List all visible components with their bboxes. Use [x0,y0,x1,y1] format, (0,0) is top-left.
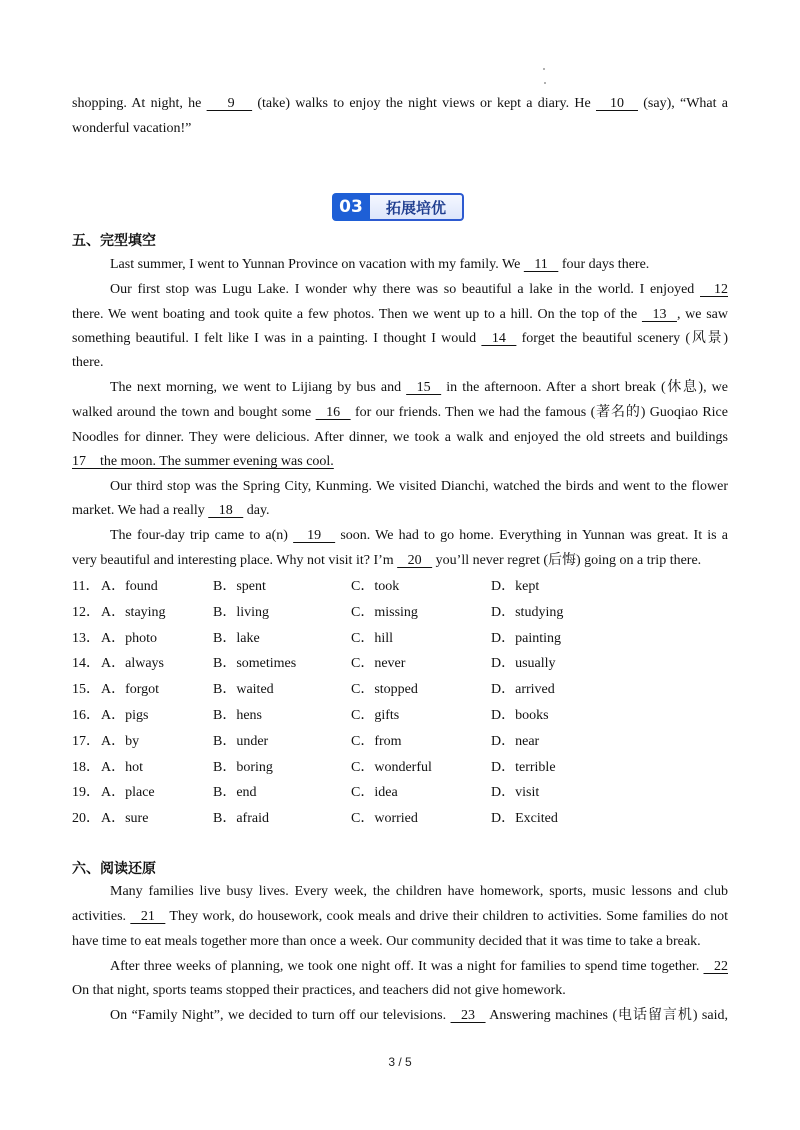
text: something beautiful. I felt like I was in a painting. I thought I would [72,331,482,346]
text: On that night, sports teams stopped their practices, and teachers did not give homework. [72,983,566,998]
section6-line [110,957,728,977]
option-b: B．hens [213,708,262,723]
section6-line [72,907,728,927]
section6-line [72,932,728,952]
question-number: 19． [72,785,100,801]
answer-blank: 20 [397,553,433,568]
scan-dot [544,82,546,84]
option-d: D．Excited [491,811,558,827]
text: The next morning, we went to Lijiang by bus and [110,380,407,395]
answer-blank: 11 [523,257,559,272]
question-number: 12． [72,604,100,620]
option-d: D．books [491,708,549,723]
text: four days there. [558,257,650,272]
question-number: 20． [72,811,100,827]
option-a: A．photo [101,630,157,646]
option-d: D．near [491,733,540,749]
text: (take) walks to enjoy the night views or kept a diary. He [252,96,596,111]
text: (say), “What a [637,96,728,111]
option-d: D．arrived [491,682,555,698]
answer-blank: 14 [481,331,517,346]
section5-line [72,353,728,373]
text: The four-day trip came to a(n) [110,528,294,543]
scan-dot [543,68,545,70]
section-title: 拓展培优 [370,193,464,221]
option-d: D．studying [491,604,564,620]
option-b: B．afraid [213,811,269,827]
section5-line [72,329,728,349]
section5-line [110,280,728,300]
option-b: B．spent [213,579,266,594]
answer-blank: 13 [641,307,677,322]
answer-blank: 17 [72,454,97,469]
blank-9: 9 [206,96,253,111]
question-number: 18． [72,759,100,775]
text: Noodles for dinner. They were delicious. After dinner, we took a walk and enjoyed the old streets and buildings [72,430,728,445]
text: Many families live busy lives. Every week, the children have homework, sports, music lessons and club [110,884,728,899]
section5-line [72,551,728,571]
option-c: C．wonderful [351,759,432,775]
section5-line [72,403,728,423]
option-a: A．staying [101,604,166,620]
option-d: D．terrible [491,759,556,775]
option-b: B．boring [213,759,273,775]
option-b: B．waited [213,682,274,698]
section5-line [72,428,728,448]
text: shopping. At night, he [72,96,207,111]
text: market. We had a really [72,503,209,518]
answer-blank: 18 [208,503,244,518]
option-b: B．living [213,604,270,620]
text: very beautiful and interesting place. Why not visit it? I’m [72,553,398,568]
text: there. [72,355,104,370]
option-a: A．always [101,656,164,672]
section5-line [72,501,728,521]
answer-blank: 23 [450,1008,486,1023]
text: day. [243,503,270,518]
section5-line [110,378,728,398]
section5-heading: 五、完型填空 [72,233,156,249]
text: On “Family Night”, we decided to turn off our televisions. [110,1008,451,1023]
question-number: 14． [72,656,100,672]
section-number: 03 [332,193,370,221]
text: there. We went boating and took quite a few photos. Then we went up to a hill. On the top of the [72,307,642,322]
option-a: A．forgot [101,682,160,698]
text: activities. [72,909,131,924]
question-number: 11． [72,579,100,594]
text: forget the beautiful scenery (风景) [516,331,728,346]
section5-line [72,452,728,472]
question-number: 16． [72,708,100,723]
option-c: C．never [351,656,406,672]
answer-blank: 16 [315,405,351,420]
text: in the afternoon. After a short break (休息), we [441,380,728,395]
blank-10: 10 [595,96,638,111]
text: , we saw [676,307,728,322]
section5-line [110,477,728,497]
top-line-2: wonderful vacation!” [72,121,192,136]
answer-blank: 22 [703,959,728,974]
option-d: D．visit [491,785,540,801]
text: for our friends. Then we had the famous (著名的) Guoqiao Rice [350,405,728,420]
text: Our first stop was Lugu Lake. I wonder why there was so beautiful a lake in the world. I enjoyed [110,282,700,297]
answer-blank: the moon. The summer evening was cool. [96,454,334,469]
answer-blank: 21 [130,909,166,924]
option-c: C．took [351,579,400,594]
option-a: A．by [101,733,140,749]
option-b: B．lake [213,630,260,646]
answer-blank: 12 [700,282,728,297]
text: They work, do housework, cook meals and drive their children to activities. Some families do not [165,909,728,924]
answer-blank: 15 [406,380,442,395]
question-number: 13． [72,630,100,646]
option-c: C．from [351,733,402,749]
option-d: D．painting [491,630,561,646]
text: have time to eat meals together more than once a week. Our community decided that it was time to take a break. [72,934,701,949]
option-d: D．kept [491,579,540,594]
text: soon. We had to go home. Everything in Yunnan was great. It is a [335,528,728,543]
option-c: C．missing [351,604,418,620]
option-a: A．pigs [101,708,149,723]
option-d: D．usually [491,656,556,672]
option-b: B．under [213,733,269,749]
text: Answering machines (电话留言机) said, [485,1008,728,1023]
section-badge [332,193,464,221]
question-number: 17． [72,733,100,749]
option-b: B．sometimes [213,656,297,672]
section5-line [110,526,728,546]
option-a: A．hot [101,759,143,775]
section5-line [110,255,728,275]
option-a: A．found [101,579,158,594]
option-a: A．sure [101,811,149,827]
text: Last summer, I went to Yunnan Province on vacation with my family. We [110,257,524,272]
option-c: C．worried [351,811,418,827]
section6-line [110,882,728,902]
section6-line [72,981,728,1001]
section6-heading: 六、阅读还原 [72,861,156,877]
text: Our third stop was the Spring City, Kunming. We visited Dianchi, watched the birds and went to the flower [110,479,728,494]
option-c: C．hill [351,630,394,646]
top-line-1 [72,94,728,114]
option-c: C．stopped [351,682,418,698]
text: walked around the town and bought some [72,405,316,420]
option-b: B．end [213,785,257,801]
option-c: C．idea [351,785,398,801]
option-c: C．gifts [351,708,400,723]
answer-blank: 19 [293,528,336,543]
section5-line [72,305,728,325]
section6-line [110,1006,728,1026]
text: After three weeks of planning, we took one night off. It was a night for families to spend time together. [110,959,704,974]
page-number: 3 / 5 [388,1055,412,1069]
option-a: A．place [101,785,155,801]
question-number: 15． [72,682,100,698]
text: you’ll never regret (后悔) going on a trip there. [432,553,702,568]
